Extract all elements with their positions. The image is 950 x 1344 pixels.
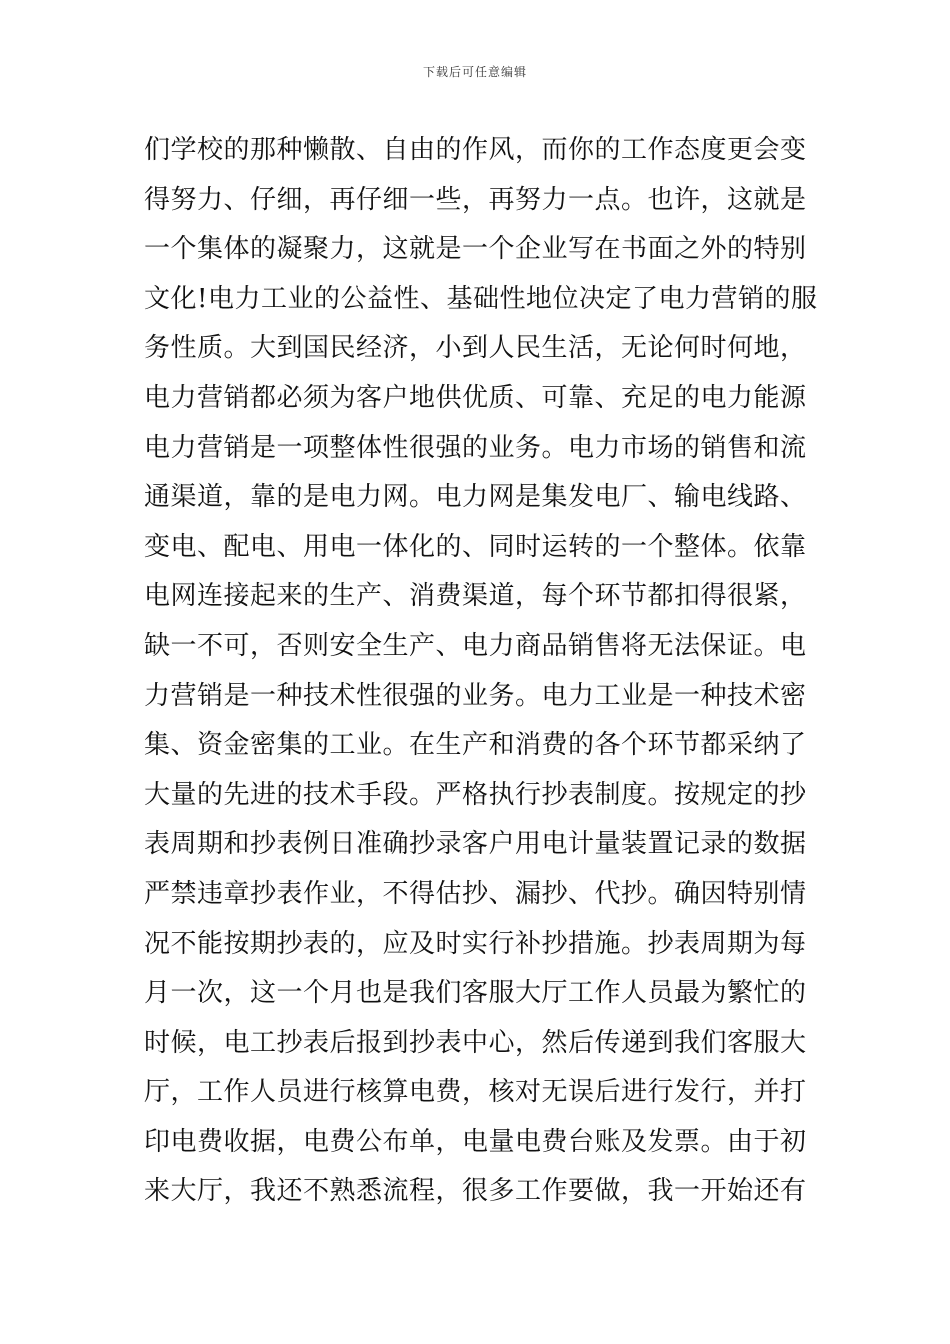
text-line: 月一次，这一个月也是我们客服大厅工作人员最为繁忙的 [144, 978, 807, 1009]
text-line: 来大厅，我还不熟悉流程，很多工作要做，我一开始还有 [144, 1176, 807, 1207]
text-line: 缺一不可，否则安全生产、电力商品销售将无法保证。电 [144, 630, 807, 661]
text-line: 务性质。大到国民经济，小到人民生活，无论何时何地， [144, 333, 807, 364]
text-line: 时候，电工抄表后报到抄表中心，然后传递到我们客服大 [144, 1027, 807, 1058]
text-line: 表周期和抄表例日准确抄录客户用电计量装置记录的数据 [144, 829, 807, 860]
text-line: 电网连接起来的生产、消费渠道，每个环节都扣得很紧， [144, 581, 807, 612]
text-line: 大量的先进的技术手段。严格执行抄表制度。按规定的抄 [144, 779, 807, 810]
text-line: 印电费收据，电费公布单，电量电费台账及发票。由于初 [144, 1126, 807, 1157]
body-paragraph [144, 126, 818, 1217]
text-line: 变电、配电、用电一体化的、同时运转的一个整体。依靠 [144, 531, 807, 562]
text-line: 通渠道，靠的是电力网。电力网是集发电厂、输电线路、 [144, 482, 807, 513]
text-line: 文化!电力工业的公益性、基础性地位决定了电力营销的服 [144, 283, 818, 314]
text-line: 们学校的那种懒散、自由的作风，而你的工作态度更会变 [144, 135, 807, 165]
text-line: 电力营销都必须为客户地供优质、可靠、充足的电力能源 [144, 382, 807, 413]
text-line: 集、资金密集的工业。在生产和消费的各个环节都采纳了 [144, 730, 807, 761]
page-header-note: 下载后可任意编辑 [422, 65, 527, 79]
text-line: 一个集体的凝聚力，这就是一个企业写在书面之外的特别 [144, 234, 807, 265]
text-line: 电力营销是一项整体性很强的业务。电力市场的销售和流 [144, 432, 807, 463]
text-line: 严禁违章抄表作业，不得估抄、漏抄、代抄。确因特别情 [144, 878, 807, 909]
text-line: 力营销是一种技术性很强的业务。电力工业是一种技术密 [144, 680, 807, 711]
text-line: 厅，工作人员进行核算电费，核对无误后进行发行，并打 [144, 1077, 807, 1108]
text-line: 况不能按期抄表的，应及时实行补抄措施。抄表周期为每 [144, 928, 807, 959]
text-line: 得努力、仔细，再仔细一些，再努力一点。也许，这就是 [144, 184, 807, 215]
